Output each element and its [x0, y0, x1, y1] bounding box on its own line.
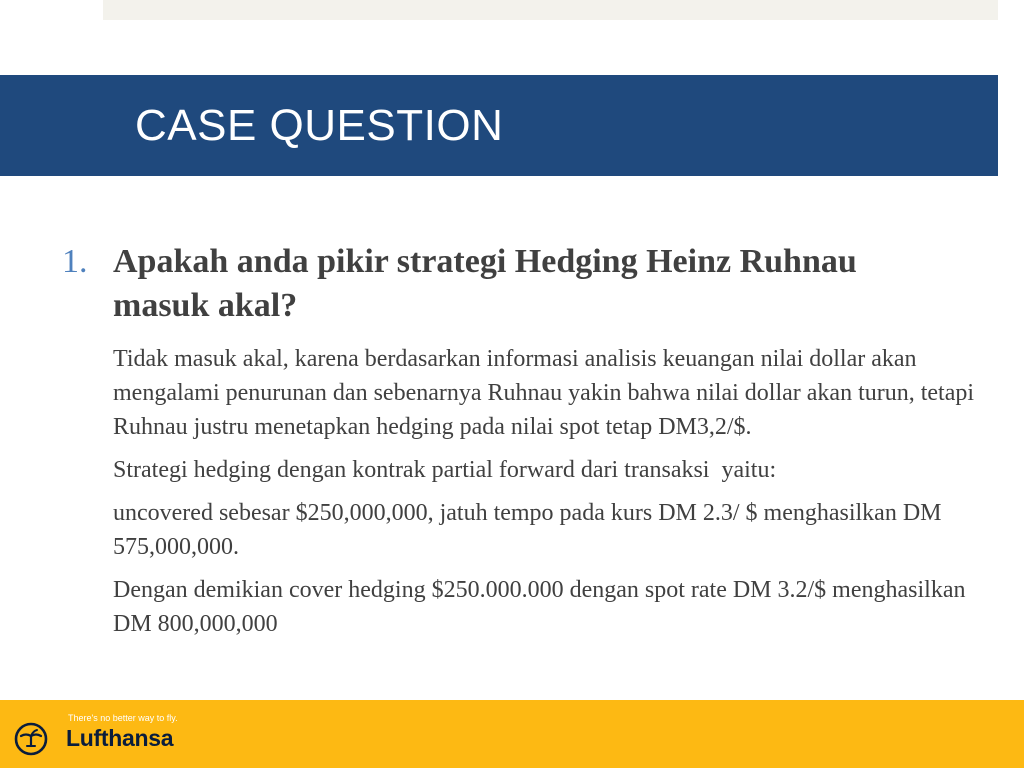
crane-in-circle-icon — [14, 722, 48, 756]
top-decorative-strip — [103, 0, 998, 20]
question-number: 1. — [62, 243, 88, 280]
question-text: Apakah anda pikir strategi Hedging Heinz Ruhnau masuk akal? — [113, 243, 857, 324]
answer-block — [113, 342, 983, 650]
answer-paragraph: uncovered sebesar $250,000,000, jatuh tempo pada kurs DM 2.3/ $ menghasilkan DM 575,000,000. — [113, 500, 948, 560]
answer-paragraph: Strategi hedging dengan kontrak partial forward dari transaksi yaitu: — [113, 457, 777, 483]
slide-title: CASE QUESTION — [135, 101, 504, 150]
answer-paragraph: Dengan demikian cover hedging $250.000.000 dengan spot rate DM 3.2/$ menghasilkan DM 800,000,000 — [113, 577, 972, 637]
answer-paragraph: Tidak masuk akal, karena berdasarkan informasi analisis keuangan nilai dollar akan mengalami penurunan dan sebenarnya Ruhnau yakin bahwa nilai dollar akan turun, tetapi Ruhnau justru menetapkan hedging pada nilai spot tetap DM3,2/$. — [113, 346, 981, 440]
brand-logo-text: Lufthansa — [66, 725, 174, 751]
footer-tagline: There's no better way to fly. — [68, 713, 178, 723]
